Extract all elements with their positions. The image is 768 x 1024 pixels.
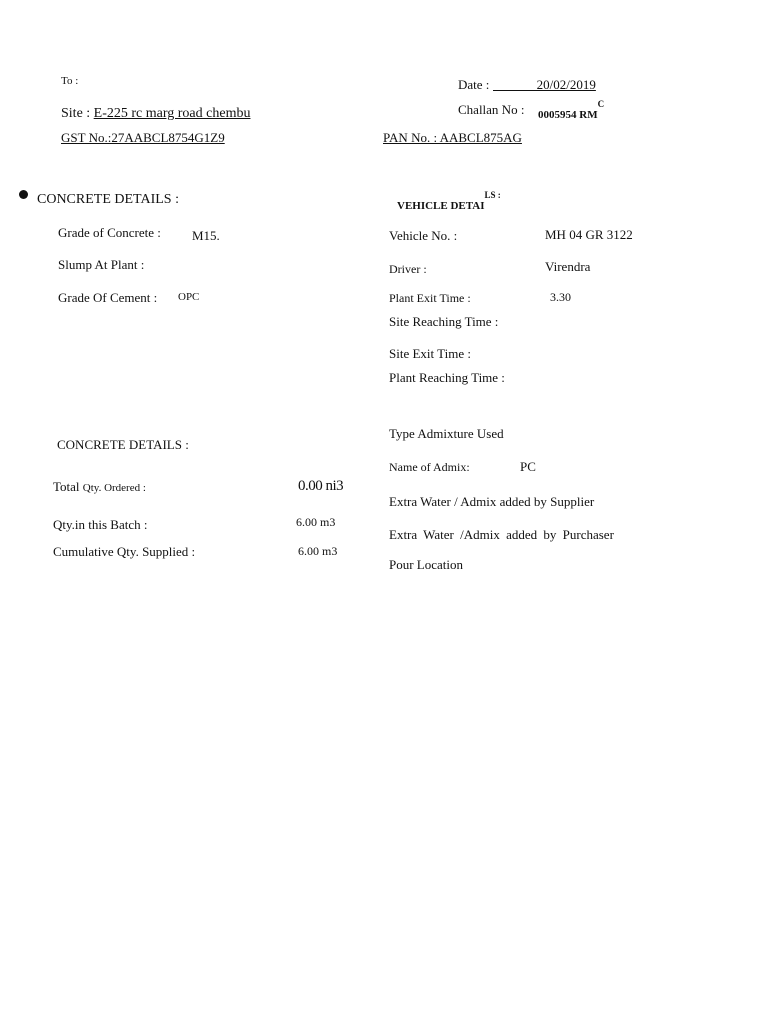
extra-supplier-label: Extra Water / Admix added by Supplier [389, 494, 595, 509]
date-label: Date : [458, 77, 490, 92]
gst-number: GST No.:27AABCL8754G1Z9 [61, 130, 225, 145]
concrete-details-heading: CONCRETE DETAILS : [37, 192, 179, 207]
vehicle-details-heading [397, 190, 501, 212]
vehicle-no-label: Vehicle No. : [389, 228, 458, 243]
cumulative-qty-label: Cumulative Qty. Supplied : [53, 544, 196, 559]
plant-reaching-label: Plant Reaching Time : [389, 370, 505, 385]
admix-name-label: Name of Admix: [389, 460, 470, 474]
slump-label: Slump At Plant : [58, 257, 145, 272]
site-label: Site : [61, 106, 91, 121]
pan-number: PAN No. : AABCL875AG [383, 130, 522, 145]
total-label-small: Qty. Ordered : [82, 482, 146, 494]
bullet-icon [19, 190, 28, 199]
site-reaching-label: Site Reaching Time : [389, 314, 499, 329]
challan-value: 0005954 RM [538, 108, 598, 121]
batch-qty-label: Qty.in this Batch : [53, 517, 148, 532]
total-label-main: Total [53, 479, 80, 494]
site-exit-label: Site Exit Time : [389, 346, 471, 361]
date-underline [493, 79, 537, 91]
site-value: E-225 rc marg road chembu [93, 106, 251, 121]
challan-number [538, 99, 605, 121]
quantity-details-heading: CONCRETE DETAILS : [57, 437, 189, 452]
total-qty-label [53, 480, 146, 494]
date-field [458, 78, 596, 91]
grade-cement-value: OPC [178, 291, 200, 303]
vehicle-heading-sup: LS : [484, 190, 501, 200]
admix-name-value: PC [520, 459, 536, 474]
challan-sup: C [597, 99, 605, 109]
site-field [61, 107, 250, 121]
driver-value: Virendra [545, 259, 591, 274]
grade-cement-label: Grade Of Cement : [58, 290, 158, 305]
challan-label: Challan No : [458, 102, 525, 117]
admix-type-label: Type Admixture Used [389, 426, 504, 441]
batch-qty-value: 6.00 m3 [296, 515, 336, 529]
cumulative-qty-value: 6.00 m3 [298, 544, 338, 558]
vehicle-heading-main: VEHICLE DETAI [397, 199, 485, 212]
extra-purchaser-label: Extra Water /Admix added by Purchaser [389, 527, 614, 542]
plant-exit-value: 3.30 [550, 290, 571, 304]
pour-location-label: Pour Location [389, 557, 464, 572]
plant-exit-label: Plant Exit Time : [389, 291, 471, 305]
grade-concrete-label: Grade of Concrete : [58, 225, 161, 240]
driver-label: Driver : [389, 262, 427, 276]
date-value: 20/02/2019 [536, 77, 596, 92]
vehicle-no-value: MH 04 GR 3122 [545, 227, 633, 242]
to-label: To : [61, 75, 79, 87]
total-qty-value: 0.00 ni3 [298, 478, 344, 494]
grade-concrete-value: M15. [192, 228, 220, 243]
